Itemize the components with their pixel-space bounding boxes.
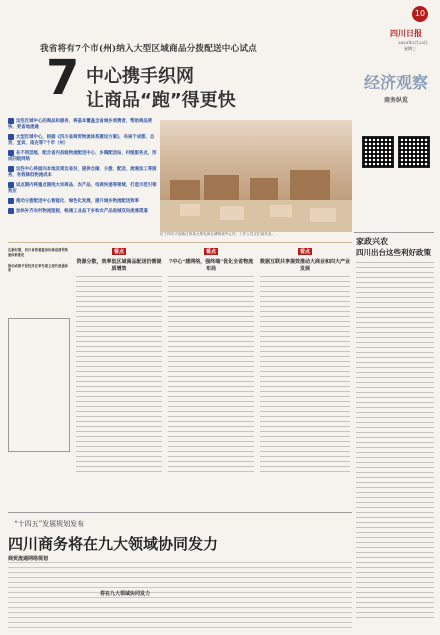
- quote-box: [8, 318, 70, 452]
- page-number-badge: 10: [412, 6, 428, 22]
- lead-headline-1: 中心携手织网: [86, 66, 194, 87]
- lead-big-number: 7: [46, 50, 80, 106]
- bullet-item: 试点期内将重点围绕大宗商品、农产品、电商快递等领域，打造示范引领效应: [8, 183, 157, 194]
- column-title: 数据互联共享提效推动大商业和四大产业发展: [260, 259, 351, 272]
- issue-weekday: 星期三: [404, 46, 416, 51]
- divider: [8, 242, 352, 243]
- column-body: [260, 276, 350, 476]
- photo-caption: 位于四川天府新区的某大型电商仓储物流中心内，工作人员正忙碌作业。: [160, 232, 275, 236]
- column-title: 资源分散，效率低区域商品配送仍需提质增效: [76, 259, 162, 272]
- bullet-item: 在不同层级，配合省内县级物流配送中心、乡镇配送站、村级服务点，形成四级网络: [8, 151, 157, 162]
- column-tag: 看点: [113, 249, 124, 255]
- second-subhead-2: 将在九大领域协同发力: [100, 591, 151, 597]
- column-2: [168, 248, 254, 476]
- qr-code-icon: [362, 136, 394, 168]
- qr-code-icon: [398, 136, 430, 168]
- warehouse-photo: [160, 120, 352, 232]
- right-headline-1: 家政兴农: [356, 236, 388, 246]
- column-title: 7中心“建网络，强终端”优化全省物流布局: [168, 259, 254, 272]
- column-tag: 看点: [205, 249, 216, 255]
- column-3: [260, 248, 350, 476]
- second-body: [8, 562, 352, 632]
- sidebar-note: [8, 248, 68, 273]
- section-brand-sub: 商务纵览: [383, 97, 408, 104]
- bullet-item: 加快补齐农村物流短板，畅通工业品下乡和农产品进城双向流通渠道: [8, 208, 158, 215]
- lead-kicker: 我省将有7个市(州)纳入大型区域商品分拨配送中心试点: [40, 44, 257, 54]
- bullet-item: 这些中心将面向本地及周边省份，提供仓储、分拨、配送、流通加工等服务，有效降低物流成本: [8, 167, 157, 178]
- sidebar-note-1: 在新时期，四川省将着重加快推进商贸物流体系建设: [8, 248, 68, 257]
- bullet-list: [8, 118, 158, 218]
- section-brand-main: 经济观察: [363, 73, 428, 92]
- column-body: [76, 276, 162, 476]
- section-brand: [355, 70, 437, 110]
- issue-date: 2023年2月23日: [398, 40, 428, 45]
- sidebar-note-2: 推动成都平原经济区率先建立现代流通体系: [8, 263, 68, 273]
- bullet-item: 推动分拨配送中心智能化、绿色化发展，提升城乡物流配送效率: [8, 198, 158, 205]
- second-headline: 四川商务将在九大领域协同发力: [8, 535, 219, 553]
- lead-headline-2: 让商品“跑”得更快: [86, 90, 236, 111]
- column-1: [76, 248, 162, 476]
- second-divider: [8, 512, 352, 513]
- column-body: [168, 276, 254, 476]
- right-column-divider: [354, 232, 434, 233]
- right-column-body: [356, 262, 434, 622]
- bullet-item: 这些区域中心的商品和服务，将基本覆盖全省城乡消费者，帮助商品更快、更省地流通: [8, 119, 153, 130]
- column-tag: 看点: [299, 249, 310, 255]
- second-kicker: “十四五”发展规划发布: [14, 520, 85, 528]
- masthead-logo: 四川日报: [390, 28, 422, 38]
- bullet-item: 大型区域中心，根据《四川省商贸物流体系建设方案》，布局于成都、自贡、宜宾、南充等7个市（州）: [8, 135, 155, 146]
- second-subhead-1: 商贸流通网络规划: [8, 556, 49, 562]
- right-headline-2: 四川出台这些利好政策: [356, 248, 431, 257]
